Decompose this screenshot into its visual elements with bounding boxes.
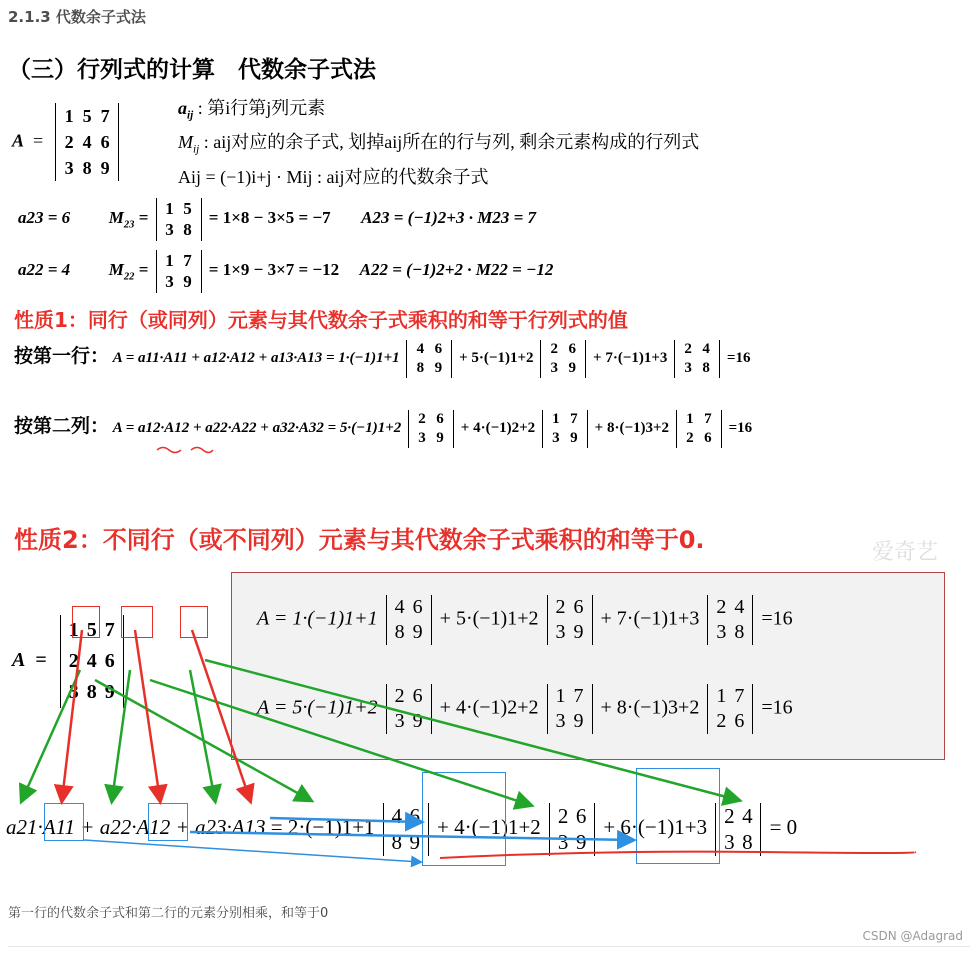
row-det-cell: 9: [434, 359, 443, 376]
box-row-2-det-cell: 1: [555, 685, 566, 707]
box-row-1-det-cell: 9: [412, 621, 423, 643]
matrix-a-annotated-label: A: [12, 649, 26, 672]
col-det-cell: 2: [418, 411, 426, 427]
example-1-minor-row: [161, 198, 197, 219]
example-2-minor: [156, 250, 202, 293]
row-det-cell: 8: [702, 359, 710, 376]
example-1-minor: [156, 198, 202, 241]
matrix-a-cell: 1: [64, 106, 74, 126]
col-det-cell: 3: [418, 429, 426, 446]
annotation-arrows: [0, 600, 977, 880]
bottom-det-cell: 6: [575, 804, 587, 828]
bottom-det-cell: 2: [724, 804, 735, 828]
box-row-1-det-cell: 8: [734, 621, 745, 643]
box-row-1-det-cell: 4: [394, 596, 405, 618]
col-det-cell: 1: [686, 411, 694, 427]
matrix-a-row: [60, 129, 114, 155]
row-det-row: [679, 340, 715, 359]
matrix-a-row: [60, 155, 114, 181]
box-row-1-det-cell: 3: [716, 621, 727, 643]
example-2-minor-cell: 3: [165, 272, 174, 292]
def-aij: $a_{ij}$ : 第i行第j列元素: [178, 98, 326, 122]
def-aij-text: 第i行第j列元素: [207, 98, 326, 118]
matrix-a-annotated-cell: 3: [68, 681, 79, 703]
bottom-det-cell: 9: [409, 830, 421, 855]
example-2-element: a22 = 4: [18, 260, 71, 280]
matrix-a-cell: 2: [64, 132, 74, 153]
bottom-det-cell: 8: [391, 830, 403, 855]
matrix-a-cell: 5: [82, 106, 92, 126]
matrix-a-label: A: [12, 130, 25, 151]
box-row-1-det-cell: 4: [734, 596, 745, 618]
col-det-cell: 7: [570, 411, 578, 427]
row-det-cell: 4: [702, 341, 710, 357]
box-row-2-det-cell: 9: [412, 710, 423, 732]
box-row-1-det-cell: 3: [555, 621, 566, 643]
col-det-cell: 6: [436, 411, 444, 427]
example-2-minor-row: [161, 250, 197, 271]
col-det-1: [408, 410, 454, 448]
matrix-a-annotated-cell: 2: [68, 650, 79, 672]
col-det-cell: 9: [436, 429, 444, 446]
col-det-cell: 6: [704, 429, 712, 446]
col-det-cell: 3: [552, 429, 560, 446]
row-det-cell: 8: [416, 359, 425, 376]
box-row-1-formula: A = 1·(−1)1+1: [257, 607, 378, 630]
row-det-2: [540, 340, 586, 378]
row-det-row: [545, 359, 581, 378]
row-det-cell: 3: [684, 359, 692, 376]
matrix-a-cell: 4: [82, 132, 92, 153]
row-det-row: [411, 359, 447, 378]
col-det-cell: 7: [704, 411, 712, 427]
bottom-first-term: = 2·(−1)1+1: [270, 815, 375, 840]
bottom-lhs: a21·A11 + a22·A12 + a23·A13: [6, 815, 266, 840]
col-coef-3: + 8·(−1)3+2: [594, 420, 670, 437]
lecture-title: （三）行列式的计算 代数余子式法: [8, 57, 376, 83]
matrix-a-row: [60, 103, 114, 129]
bottom-det-cell: 3: [724, 830, 735, 855]
matrix-a-annotated-cell: 4: [86, 650, 97, 672]
matrix-a-cell: 9: [100, 158, 110, 179]
box-row-2-det-cell: 9: [573, 710, 584, 732]
row-coef-3: + 7·(−1)1+3: [593, 350, 668, 367]
example-1-element: a23 = 6: [18, 208, 71, 228]
bottom-det-cell: 4: [391, 804, 403, 828]
matrix-a-cell: 6: [100, 132, 110, 153]
box-row-1-det-cell: 6: [412, 596, 423, 618]
box-row-2-result: =16: [761, 696, 793, 719]
col-det-row: [413, 410, 449, 429]
box-row-2-formula: A = 5·(−1)1+2: [257, 696, 378, 719]
footer-divider: [8, 946, 970, 947]
def-cofactor: [178, 163, 488, 189]
col-det-row: [681, 410, 717, 429]
matrix-a-cell: 8: [82, 158, 92, 179]
row-det-cell: 4: [416, 341, 425, 357]
col-det-2: [542, 410, 588, 448]
example-2-minor-cell: 7: [183, 251, 192, 270]
example-2-minor-cell: 9: [183, 272, 192, 292]
box-row-2-det-cell: 7: [573, 685, 584, 707]
row-det-row: [545, 340, 581, 359]
example-1-minor-cell: 1: [165, 199, 174, 218]
example-2-minor-row: [161, 271, 197, 292]
row-det-cell: 6: [434, 341, 443, 357]
box-row-1-coef-3: + 7·(−1)1+3: [600, 607, 700, 630]
box-row-2-coef-2: + 4·(−1)2+2: [439, 696, 539, 719]
col-det-cell: 2: [686, 429, 694, 446]
col-expansion-formula: A = a12·A12 + a22·A22 + a32·A32 = 5·(−1)1+2: [112, 420, 402, 437]
matrix-a-annotated-cell: 8: [86, 681, 97, 703]
matrix-a-annotated-cell: 1: [68, 619, 79, 641]
col-det-3: [676, 410, 722, 448]
bottom-det-cell: 9: [575, 830, 587, 855]
bottom-det-cell: 8: [742, 830, 753, 855]
row-det-cell: 9: [568, 359, 577, 376]
col-det-row: [413, 429, 449, 448]
col-det-cell: 9: [570, 429, 578, 446]
box-row-1-det-cell: 2: [555, 596, 566, 618]
example-1-cofactor: A23 = (−1)2+3 · M23 = 7: [361, 208, 537, 228]
row-det-cell: 6: [568, 341, 577, 357]
row-det-3: [674, 340, 720, 378]
col-det-row: [547, 429, 583, 448]
csdn-credit: CSDN @Adagrad: [862, 929, 963, 943]
def-cofactor-text: Aij = (−1)i+j · Mij : aij对应的代数余子式: [178, 167, 489, 187]
box-row-2-det-cell: 1: [716, 685, 727, 707]
row-det-cell: 2: [550, 341, 559, 357]
row-det-1: [406, 340, 452, 378]
box-row-2-det-cell: 7: [734, 685, 745, 707]
matrix-a-annotated-cell: 7: [104, 619, 115, 641]
def-mij: $M_{ij}$ : aij对应的余子式, 划掉aij所在的行与列, 剩余元素构成的行列式: [178, 132, 700, 156]
box-row-1-det-cell: 2: [716, 596, 727, 618]
box-row-1-coef-2: + 5·(−1)1+2: [439, 607, 539, 630]
example-2-minor-calc: = 1×9 − 3×7 = −12: [208, 260, 340, 280]
matrix-a-cell: 7: [100, 106, 110, 126]
example-1-minor-calc: = 1×8 − 3×5 = −7: [208, 208, 331, 228]
col-det-row: [547, 410, 583, 429]
col-expansion-result: =16: [728, 420, 753, 437]
example-1-minor-cell: 3: [165, 220, 174, 240]
matrix-a-annotated-cell: 5: [86, 619, 97, 641]
example-2: a22 = 4 $M_{22}$ = 1 7 3 9 = 1×9 − 3×7 = −12 A22 = (−1)2+2 · M22 = −12: [18, 251, 554, 292]
example-1-minor-cell: 5: [183, 199, 192, 218]
example-1-minor-cell: 8: [183, 220, 192, 240]
bottom-coef-2: + 4·(−1)1+2: [437, 815, 541, 840]
box-row-2-det-cell: 2: [716, 710, 727, 732]
col-coef-2: + 4·(−1)2+2: [460, 420, 536, 437]
example-2-cofactor: A22 = (−1)2+2 · M22 = −12: [359, 260, 554, 280]
row-expansion-result: =16: [726, 350, 751, 367]
property-1-title: 性质1：同行（或同列）元素与其代数余子式乘积的和等于行列式的值: [14, 308, 628, 332]
bottom-det-cell: 6: [409, 804, 421, 828]
bottom-det-cell: 4: [742, 804, 753, 828]
caption: 第一行的代数余子式和第二行的元素分别相乘，和等于0: [8, 906, 329, 921]
bottom-det-cell: 3: [557, 830, 569, 855]
row-det-cell: 3: [550, 359, 559, 376]
bottom-det-cell: 2: [557, 804, 569, 828]
example-1-minor-row: [161, 219, 197, 240]
example-2-minor-cell: 1: [165, 251, 174, 270]
underline-squiggle: [155, 444, 215, 456]
matrix-a-cell: 3: [64, 158, 74, 179]
row-det-row: [411, 340, 447, 359]
row-det-row: [679, 359, 715, 378]
box-row-1-result: =16: [761, 607, 793, 630]
matrix-a-annotated-cell: 9: [104, 681, 115, 703]
box-row-2-det-cell: 6: [412, 685, 423, 707]
bottom-coef-3: + 6·(−1)1+3: [603, 815, 708, 840]
box-row-1-det-cell: 6: [573, 596, 584, 618]
property-1-col-expansion: [14, 410, 752, 448]
property-2-title: 性质2：不同行（或不同列）元素与其代数余子式乘积的和等于0.: [14, 526, 705, 554]
box-row-2-det-cell: 2: [394, 685, 405, 707]
matrix-a: A = 1 5 7 2 4 6 3 8 9: [12, 103, 122, 181]
def-mij-text: aij对应的余子式, 划掉aij所在的行与列, 剩余元素构成的行列式: [213, 132, 700, 152]
col-expansion-label: 按第二列：: [14, 416, 110, 438]
col-det-row: [681, 429, 717, 448]
box-row-2-coef-3: + 8·(−1)3+2: [600, 696, 700, 719]
matrix-a-grid: [55, 103, 119, 181]
matrix-a-annotated-cell: 6: [104, 650, 115, 672]
box-row-1-det-cell: 9: [573, 621, 584, 643]
row-expansion-label: 按第一行：: [14, 346, 110, 368]
bottom-result: = 0: [769, 815, 798, 840]
example-1: a23 = 6 $M_{23}$ = 1 5 3 8 = 1×8 − 3×5 = −7 A23 = (−1)2+3 · M23 = 7: [18, 199, 537, 240]
iqiyi-watermark: 爱奇艺: [872, 540, 939, 565]
col-det-cell: 1: [552, 411, 560, 427]
row-det-cell: 2: [684, 341, 692, 357]
box-row-2-det-cell: 6: [734, 710, 745, 732]
property-1-row-expansion: [14, 340, 750, 378]
row-coef-2: + 5·(−1)1+2: [459, 350, 534, 367]
box-row-2-det-cell: 3: [555, 710, 566, 732]
row-expansion-formula: A = a11·A11 + a12·A12 + a13·A13 = 1·(−1)1+1: [112, 350, 400, 367]
box-row-2-det-cell: 3: [394, 710, 405, 732]
box-row-1-det-cell: 8: [394, 621, 405, 643]
matrix-a-annotated: A = 1 5 7 2 4 6 3 8 9: [12, 615, 127, 708]
section-heading: 2.1.3 代数余子式法: [8, 8, 146, 26]
